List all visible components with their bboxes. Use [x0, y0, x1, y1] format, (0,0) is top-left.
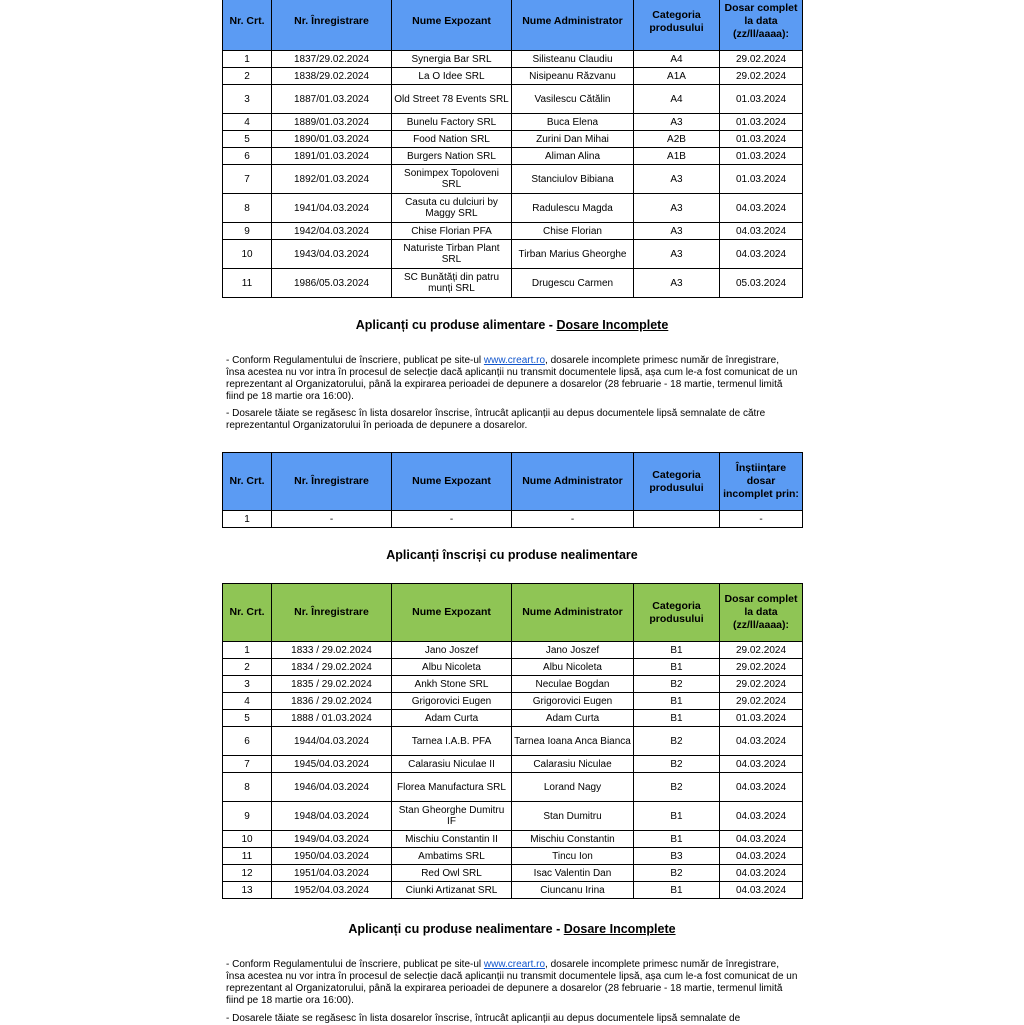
column-header: Nr. Înregistrare — [272, 453, 392, 511]
table-cell: 1 — [223, 511, 272, 528]
table-row — [223, 756, 803, 773]
table-cell: B3 — [634, 848, 720, 865]
table-cell: 29.02.2024 — [720, 51, 803, 68]
column-header: Nume Expozant — [392, 453, 512, 511]
table-cell: 04.03.2024 — [720, 223, 803, 240]
table-cell: Lorand Nagy — [512, 773, 634, 802]
table-cell: 7 — [223, 165, 272, 194]
table-cell: B1 — [634, 659, 720, 676]
table-cell: Zurini Dan Mihai — [512, 131, 634, 148]
table-cell: 8 — [223, 773, 272, 802]
creart-link[interactable]: www.creart.ro — [483, 355, 546, 366]
table-cell: Tarnea Ioana Anca Bianca — [512, 727, 634, 756]
table-row — [223, 148, 803, 165]
table-cell: 5 — [223, 710, 272, 727]
table-cell: 04.03.2024 — [720, 882, 803, 899]
table-row — [223, 51, 803, 68]
table-cell: A3 — [634, 223, 720, 240]
table-row — [223, 240, 803, 269]
table-cell: A3 — [634, 269, 720, 298]
table-cell: 1945/04.03.2024 — [272, 756, 392, 773]
nonfood-incomplete-note-2: - Dosarele tăiate se regăsesc în lista dosarelor înscrise, întrucât aplicanții au depus documentele lipsă semnalate de — [226, 1013, 741, 1024]
table-cell: Tincu Ion — [512, 848, 634, 865]
table-cell: Silisteanu Claudiu — [512, 51, 634, 68]
table-cell: A4 — [634, 85, 720, 114]
table-cell: 11 — [223, 848, 272, 865]
table-cell: 01.03.2024 — [720, 148, 803, 165]
table-cell: Albu Nicoleta — [392, 659, 512, 676]
table-row — [223, 710, 803, 727]
table-cell: 1837/29.02.2024 — [272, 51, 392, 68]
table-cell — [634, 511, 720, 528]
table-row — [223, 269, 803, 298]
table-cell: La O Idee SRL — [392, 68, 512, 85]
column-header: Categoria produsului — [634, 584, 720, 642]
column-header: Nume Administrator — [512, 584, 634, 642]
table-cell: 29.02.2024 — [720, 676, 803, 693]
table-cell: Florea Manufactura SRL — [392, 773, 512, 802]
table-cell: B1 — [634, 710, 720, 727]
table-cell: 1943/04.03.2024 — [272, 240, 392, 269]
table-cell: 1951/04.03.2024 — [272, 865, 392, 882]
nonfood-incomplete-title: Aplicanți cu produse nealimentare - Dosare Incomplete — [348, 922, 676, 936]
table-cell: A1A — [634, 68, 720, 85]
table-cell: B2 — [634, 756, 720, 773]
column-header: Nr. Crt. — [223, 0, 272, 51]
table-cell: 04.03.2024 — [720, 865, 803, 882]
table-row — [223, 882, 803, 899]
column-header: Nr. Înregistrare — [272, 584, 392, 642]
table-cell: 4 — [223, 693, 272, 710]
table-cell: 3 — [223, 676, 272, 693]
table-cell: Aliman Alina — [512, 148, 634, 165]
table-cell: 1 — [223, 642, 272, 659]
table-cell: Stan Gheorghe Dumitru IF — [392, 802, 512, 831]
column-header: Categoria produsului — [634, 0, 720, 51]
food-incomplete-title: Aplicanți cu produse alimentare - Dosare Incomplete — [355, 318, 669, 332]
table-cell: 1888 / 01.03.2024 — [272, 710, 392, 727]
table-cell: 29.02.2024 — [720, 642, 803, 659]
food-incomplete-table — [222, 452, 803, 528]
table-cell: Isac Valentin Dan — [512, 865, 634, 882]
food-incomplete-title-link: Dosare Incomplete — [556, 318, 669, 332]
column-header: Nume Expozant — [392, 0, 512, 51]
table-cell: 04.03.2024 — [720, 773, 803, 802]
table-cell: Jano Joszef — [512, 642, 634, 659]
table-cell: B2 — [634, 727, 720, 756]
table-cell: 1944/04.03.2024 — [272, 727, 392, 756]
table-cell: Buca Elena — [512, 114, 634, 131]
table-cell: 1948/04.03.2024 — [272, 802, 392, 831]
table-cell: Sonimpex Topoloveni SRL — [392, 165, 512, 194]
table-cell: A1B — [634, 148, 720, 165]
table-cell: Burgers Nation SRL — [392, 148, 512, 165]
nonfood-title: Aplicanți înscriși cu produse nealimentare — [386, 548, 638, 562]
table-cell: 29.02.2024 — [720, 68, 803, 85]
nonfood-complete-table — [222, 583, 803, 899]
table-row — [223, 659, 803, 676]
table-cell: Nisipeanu Răzvanu — [512, 68, 634, 85]
table-row — [223, 727, 803, 756]
table-cell: Neculae Bogdan — [512, 676, 634, 693]
table-cell: 01.03.2024 — [720, 165, 803, 194]
table-cell: 01.03.2024 — [720, 131, 803, 148]
table-cell: B1 — [634, 693, 720, 710]
table-cell: B1 — [634, 802, 720, 831]
table-cell: Mischiu Constantin II — [392, 831, 512, 848]
table-cell: 1834 / 29.02.2024 — [272, 659, 392, 676]
table-cell: A3 — [634, 194, 720, 223]
table-row — [223, 693, 803, 710]
table-cell: 6 — [223, 148, 272, 165]
table-cell: B2 — [634, 865, 720, 882]
table-cell: Tarnea I.A.B. PFA — [392, 727, 512, 756]
table-cell: 1942/04.03.2024 — [272, 223, 392, 240]
header-row — [223, 0, 803, 51]
table-cell: 5 — [223, 131, 272, 148]
column-header: Nume Administrator — [512, 453, 634, 511]
table-row — [223, 676, 803, 693]
table-row — [223, 131, 803, 148]
food-incomplete-note-1: - Conform Regulamentului de înscriere, publicat pe site-ul www.creart.ro, dosarele incomplete primesc număr de înregistrare, însa acestea nu vor intra în procesul de selecție dacă aplicanții nu transmit documentele lipsă, așa cum le-a fost comunicat de un reprezentant al Organizatorului, până la expirarea perioadei de depunere a dosarelor (28 februarie - 18 martie, termenul limită fiind pe 18 martie ora 16:00). — [226, 355, 798, 402]
table-cell: Red Owl SRL — [392, 865, 512, 882]
table-cell: 04.03.2024 — [720, 831, 803, 848]
table-cell: 04.03.2024 — [720, 848, 803, 865]
table-cell: 1891/01.03.2024 — [272, 148, 392, 165]
table-cell: 1946/04.03.2024 — [272, 773, 392, 802]
table-cell: 01.03.2024 — [720, 710, 803, 727]
table-cell: 1952/04.03.2024 — [272, 882, 392, 899]
table-cell: Jano Joszef — [392, 642, 512, 659]
column-header: Categoria produsului — [634, 453, 720, 511]
table-cell: 12 — [223, 865, 272, 882]
table-cell: 04.03.2024 — [720, 727, 803, 756]
column-header: Nume Administrator — [512, 0, 634, 51]
column-header: Dosar complet la data (zz/ll/aaaa): — [720, 584, 803, 642]
table-cell: Drugescu Carmen — [512, 269, 634, 298]
table-cell: Radulescu Magda — [512, 194, 634, 223]
table-cell: - — [720, 511, 803, 528]
table-cell: Adam Curta — [512, 710, 634, 727]
table-cell: Naturiste Tirban Plant SRL — [392, 240, 512, 269]
food-incomplete-note-2: - Dosarele tăiate se regăsesc în lista dosarelor înscrise, întrucât aplicanții au depus documentele lipsă semnalate de către reprezentantul Organizatorului în perioada de depunere a dosarelor. — [226, 408, 766, 431]
column-header: Nr. Crt. — [223, 453, 272, 511]
table-cell: 1890/01.03.2024 — [272, 131, 392, 148]
table-cell: A4 — [634, 51, 720, 68]
table-cell: Chise Florian — [512, 223, 634, 240]
table-cell: Chise Florian PFA — [392, 223, 512, 240]
table-cell: - — [272, 511, 392, 528]
table-row — [223, 223, 803, 240]
table-cell: 4 — [223, 114, 272, 131]
creart-link-2[interactable]: www.creart.ro — [483, 959, 546, 970]
table-row — [223, 85, 803, 114]
table-cell: Old Street 78 Events SRL — [392, 85, 512, 114]
table-cell: Synergia Bar SRL — [392, 51, 512, 68]
table-cell: 04.03.2024 — [720, 756, 803, 773]
table-cell: 10 — [223, 240, 272, 269]
table-cell: A3 — [634, 114, 720, 131]
table-cell: Calarasiu Niculae — [512, 756, 634, 773]
table-cell: Ankh Stone SRL — [392, 676, 512, 693]
table-cell: 29.02.2024 — [720, 693, 803, 710]
column-header: Nume Expozant — [392, 584, 512, 642]
table-cell: B1 — [634, 642, 720, 659]
table-cell: Casuta cu dulciuri by Maggy SRL — [392, 194, 512, 223]
table-cell: Tirban Marius Gheorghe — [512, 240, 634, 269]
table-cell: A2B — [634, 131, 720, 148]
table-row — [223, 68, 803, 85]
header-row — [223, 453, 803, 511]
table-cell: Grigorovici Eugen — [392, 693, 512, 710]
column-header: Nr. Înregistrare — [272, 0, 392, 51]
table-cell: Stan Dumitru — [512, 802, 634, 831]
nonfood-incomplete-note-1: - Conform Regulamentului de înscriere, publicat pe site-ul www.creart.ro, dosarele incomplete primesc număr de înregistrare, însa acestea nu vor intra în procesul de selecție dacă aplicanții nu transmit documentele lipsă, așa cum le-a fost comunicat de un reprezentant al Organizatorului, până la expirarea perioadei de depunere a dosarelor (28 februarie - 18 martie, termenul limită fiind pe 18 martie ora 16:00). — [226, 959, 798, 1006]
table-cell: 2 — [223, 68, 272, 85]
table-cell: B2 — [634, 676, 720, 693]
table-cell: - — [512, 511, 634, 528]
table-cell: 04.03.2024 — [720, 802, 803, 831]
table-cell: Adam Curta — [392, 710, 512, 727]
table-row — [223, 642, 803, 659]
table-cell: 1949/04.03.2024 — [272, 831, 392, 848]
table-row — [223, 848, 803, 865]
column-header: Înștiințare dosar incomplet prin: — [720, 453, 803, 511]
table-cell: Ambatims SRL — [392, 848, 512, 865]
table-row — [223, 194, 803, 223]
table-row — [223, 773, 803, 802]
table-cell: 01.03.2024 — [720, 85, 803, 114]
header-row — [223, 584, 803, 642]
table-cell: 2 — [223, 659, 272, 676]
table-cell: Albu Nicoleta — [512, 659, 634, 676]
table-row — [223, 511, 803, 528]
table-row — [223, 802, 803, 831]
table-cell: Bunelu Factory SRL — [392, 114, 512, 131]
table-cell: 29.02.2024 — [720, 659, 803, 676]
table-cell: B1 — [634, 831, 720, 848]
table-cell: 11 — [223, 269, 272, 298]
table-cell: Ciuncanu Irina — [512, 882, 634, 899]
table-cell: Grigorovici Eugen — [512, 693, 634, 710]
table-cell: SC Bunătăți din patru munți SRL — [392, 269, 512, 298]
table-cell: 8 — [223, 194, 272, 223]
table-cell: A3 — [634, 165, 720, 194]
table-row — [223, 831, 803, 848]
table-cell: 1887/01.03.2024 — [272, 85, 392, 114]
table-row — [223, 114, 803, 131]
table-cell: 9 — [223, 223, 272, 240]
table-cell: Stanciulov Bibiana — [512, 165, 634, 194]
table-cell: B1 — [634, 882, 720, 899]
table-cell: 05.03.2024 — [720, 269, 803, 298]
table-cell: 01.03.2024 — [720, 114, 803, 131]
table-cell: - — [392, 511, 512, 528]
table-cell: 1892/01.03.2024 — [272, 165, 392, 194]
table-cell: 1941/04.03.2024 — [272, 194, 392, 223]
table-cell: A3 — [634, 240, 720, 269]
table-cell: 10 — [223, 831, 272, 848]
table-cell: 04.03.2024 — [720, 240, 803, 269]
table-cell: B2 — [634, 773, 720, 802]
table-cell: 04.03.2024 — [720, 194, 803, 223]
food-complete-table — [222, 0, 803, 298]
table-cell: Mischiu Constantin — [512, 831, 634, 848]
table-cell: 1950/04.03.2024 — [272, 848, 392, 865]
table-cell: 13 — [223, 882, 272, 899]
nonfood-incomplete-title-link: Dosare Incomplete — [563, 922, 676, 936]
table-cell: 1835 / 29.02.2024 — [272, 676, 392, 693]
table-cell: 6 — [223, 727, 272, 756]
table-cell: 1833 / 29.02.2024 — [272, 642, 392, 659]
table-cell: 1889/01.03.2024 — [272, 114, 392, 131]
table-cell: 1838/29.02.2024 — [272, 68, 392, 85]
table-cell: Vasilescu Cătălin — [512, 85, 634, 114]
table-cell: Calarasiu Niculae II — [392, 756, 512, 773]
column-header: Nr. Crt. — [223, 584, 272, 642]
table-cell: 1986/05.03.2024 — [272, 269, 392, 298]
table-cell: Food Nation SRL — [392, 131, 512, 148]
column-header: Dosar complet la data (zz/ll/aaaa): — [720, 0, 803, 51]
table-row — [223, 865, 803, 882]
table-cell: 1836 / 29.02.2024 — [272, 693, 392, 710]
table-cell: 9 — [223, 802, 272, 831]
table-cell: 7 — [223, 756, 272, 773]
table-cell: Ciunki Artizanat SRL — [392, 882, 512, 899]
table-row — [223, 165, 803, 194]
table-cell: 3 — [223, 85, 272, 114]
table-cell: 1 — [223, 51, 272, 68]
